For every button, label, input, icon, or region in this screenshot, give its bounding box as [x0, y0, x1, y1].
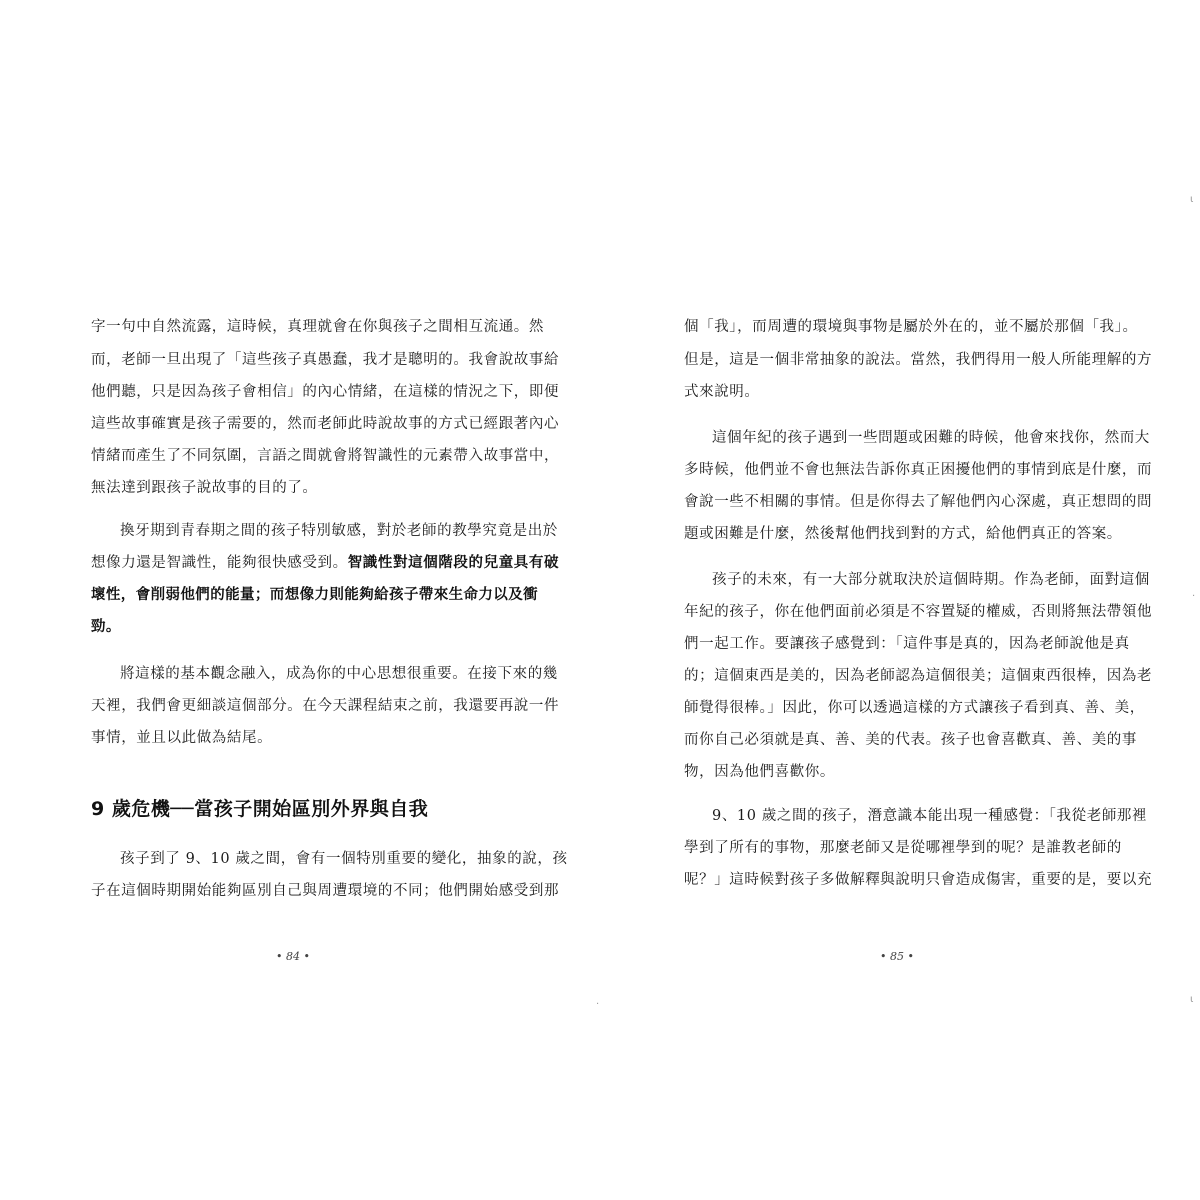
text-line: 這些故事確實是孩子需要的，然而老師此時說故事的方式已經跟著內心	[91, 416, 560, 432]
text-line: 無法達到跟孩子說故事的目的了。	[91, 480, 318, 496]
text-line: 們一起工作。要讓孩子感覺到：「這件事是真的，因為老師說他是真	[684, 636, 1130, 652]
text-line: 孩子到了 9、10 歲之間，會有一個特別重要的變化，抽象的說，孩	[120, 851, 568, 867]
text-line: 孩子的未來，有一大部分就取決於這個時期。作為老師，面對這個	[712, 572, 1150, 588]
text-line: 情緒而產生了不同氛圍，言語之間就會將智識性的元素帶入故事當中，	[91, 448, 560, 464]
text-line: 天裡，我們會更細談這個部分。在今天課程結束之前，我還要再說一件	[91, 698, 560, 714]
crop-mark: ·	[596, 999, 600, 1010]
text-line: 而你自己必須就是真、善、美的代表。孩子也會喜歡真、善、美的事	[684, 732, 1137, 748]
bold-text-segment: 智識性對這個階段的兒童具有破	[347, 555, 560, 571]
page-number: • 84 •	[276, 950, 310, 963]
text-line: 年紀的孩子，你在他們面前必須是不容置疑的權威，否則將無法帶領他	[684, 604, 1153, 620]
text-line: 個「我」，而周遭的環境與事物是屬於外在的，並不屬於那個「我」。	[684, 319, 1138, 335]
text-line: 師覺得很棒。」因此，你可以透過這樣的方式讓孩子看到真、善、美，	[684, 700, 1145, 716]
text-line: 的；這個東西是美的，因為老師認為這個很美；這個東西很棒，因為老	[684, 668, 1153, 684]
crop-mark: ·	[1192, 591, 1196, 602]
text-line: 將這樣的基本觀念融入，成為你的中心思想很重要。在接下來的幾	[120, 666, 558, 682]
text-line: 但是，這是一個非常抽象的說法。當然，我們得用一般人所能理解的方	[684, 352, 1153, 368]
text-line: 子在這個時期開始能夠區別自己與周遭環境的不同；他們開始感受到那	[91, 883, 560, 899]
right-page	[600, 0, 1200, 1200]
crop-mark: ι	[1190, 194, 1194, 205]
text-segment: 想像力還是智識性，能夠很快感受到。	[91, 555, 348, 571]
text-line: 會說一些不相關的事情。但是你得去了解他們內心深處，真正想問的問	[684, 494, 1153, 510]
section-heading: 9 歲危機──當孩子開始區別外界與自我	[91, 798, 429, 820]
text-line: 題或困難是什麼，然後幫他們找到對的方式，給他們真正的答案。	[684, 526, 1122, 542]
text-line: 學到了所有的事物，那麼老師又是從哪裡學到的呢？是誰教老師的	[684, 840, 1122, 856]
text-line: 字一句中自然流露，這時候，真理就會在你與孩子之間相互流通。然	[91, 319, 544, 335]
text-line: 9、10 歲之間的孩子，潛意識本能出現一種感覺：「我從老師那裡	[712, 808, 1148, 824]
text-line: 呢？」這時候對孩子多做解釋與說明只會造成傷害，重要的是，要以充	[684, 872, 1153, 888]
page-number: • 85 •	[880, 950, 914, 963]
text-line: 而，老師一旦出現了「這些孩子真愚蠢，我才是聰明的。我會說故事給	[91, 352, 560, 368]
text-line: 式來說明。	[684, 384, 760, 400]
text-line: 他們聽，只是因為孩子會相信」的內心情緒，在這樣的情況之下，即便	[91, 384, 560, 400]
text-line: 這個年紀的孩子遇到一些問題或困難的時候，他會來找你，然而大	[712, 430, 1150, 446]
text-line: 多時候，他們並不會也無法告訴你真正困擾他們的事情到底是什麼，而	[684, 462, 1153, 478]
text-line: 物，因為他們喜歡你。	[684, 764, 835, 780]
text-line	[91, 553, 559, 573]
bold-text-line: 勁。	[91, 619, 121, 635]
text-line: 換牙期到青春期之間的孩子特別敏感，對於老師的教學究竟是出於	[120, 523, 558, 539]
bold-text-line: 壞性，會削弱他們的能量；而想像力則能夠給孩子帶來生命力以及衝	[91, 587, 538, 603]
crop-mark: ι	[1190, 994, 1194, 1005]
text-line: 事情，並且以此做為結尾。	[91, 730, 273, 746]
